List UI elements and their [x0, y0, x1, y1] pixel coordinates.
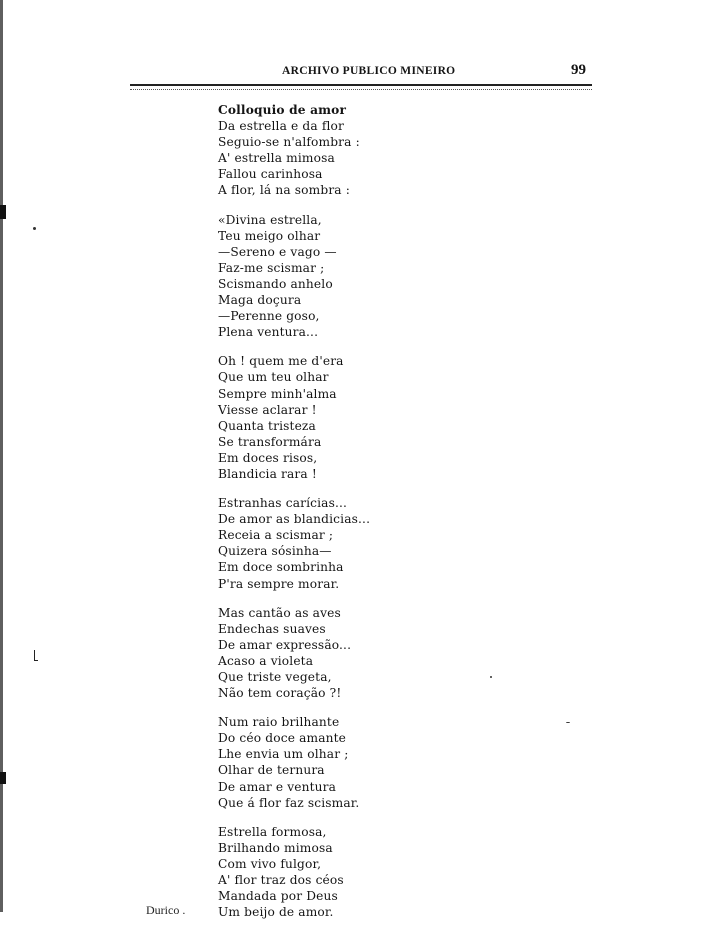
poem-line: A' flor traz dos céos — [218, 873, 344, 888]
poem-line: —Sereno e vago — — [218, 244, 337, 259]
poem-line: Mas cantão as aves — [218, 605, 341, 620]
paper-speck — [566, 722, 570, 723]
poem-line: Endechas suaves — [218, 621, 326, 636]
paper-speck — [490, 676, 492, 678]
stanza — [218, 605, 458, 702]
poem-line: Um beijo de amor. — [218, 905, 334, 920]
stanza — [218, 212, 458, 341]
poem-line: Receia a scismar ; — [218, 528, 334, 543]
stanza — [218, 353, 458, 482]
page-edge-mark — [0, 205, 6, 219]
poem-line: Quizera sósinha— — [218, 544, 332, 559]
poem-line: A' estrella mimosa — [218, 151, 335, 166]
poem-line: Estrella formosa, — [218, 824, 327, 839]
poem-line: Seguio-se n'alfombra : — [218, 135, 360, 150]
poem-line: Em doce sombrinha — [218, 560, 344, 575]
poem-line: Quanta tristeza — [218, 418, 316, 433]
margin-tick-mark-base — [34, 660, 38, 661]
poem-line: Plena ventura... — [218, 325, 319, 340]
poem-line: Sempre minh'alma — [218, 386, 337, 401]
poem-line: Do céo doce amante — [218, 731, 347, 746]
poem-line: Lhe envia um olhar ; — [218, 747, 349, 762]
poem-line: Viesse aclarar ! — [218, 402, 317, 417]
poem-line: A flor, lá na sombra : — [218, 183, 351, 198]
poem-line: Olhar de ternura — [218, 763, 325, 778]
poem-line: Que á flor faz scismar. — [218, 795, 360, 810]
stanza — [218, 824, 458, 921]
paper-speck — [33, 227, 36, 230]
poem-line: Maga doçura — [218, 293, 302, 308]
header-rule-dotted — [130, 89, 592, 90]
header-rule — [130, 84, 592, 86]
poem-line: —Perenne goso, — [218, 309, 320, 324]
poem-line: Não tem coração ?! — [218, 686, 342, 701]
journal-title: ARCHIVO PUBLICO MINEIRO — [282, 65, 456, 77]
poem-body — [218, 102, 458, 933]
poem-line: Brilhando mimosa — [218, 840, 333, 855]
page-number: 99 — [571, 62, 586, 78]
poem-line: Fallou carinhosa — [218, 167, 323, 182]
page-edge-mark — [0, 772, 6, 784]
running-header — [130, 62, 592, 82]
poem-line: Em doces risos, — [218, 450, 318, 465]
poem-line: De amor as blandicias... — [218, 512, 371, 527]
poem-line: «Divina estrella, — [218, 212, 322, 227]
poem-line: P'ra sempre morar. — [218, 576, 340, 591]
next-page-fragment: Durico . — [146, 903, 186, 917]
poem-line: Que triste vegeta, — [218, 670, 332, 684]
stanza — [218, 102, 458, 199]
poem-line: Acaso a violeta — [218, 653, 314, 668]
poem-line: Num raio brilhante — [218, 715, 340, 730]
poem-line: Colloquio de amor — [218, 103, 347, 117]
poem-line: Estranhas carícias... — [218, 496, 348, 511]
poem-line: Com vivo fulgor, — [218, 856, 322, 871]
poem-line: Da estrella e da flor — [218, 119, 345, 134]
poem-line: Faz-me scismar ; — [218, 260, 325, 275]
stanza — [218, 495, 458, 592]
poem-line: Scismando anhelo — [218, 276, 333, 291]
poem-line: Se transformára — [218, 434, 322, 449]
poem-line: Mandada por Deus — [218, 889, 338, 904]
poem-line: De amar e ventura — [218, 779, 337, 794]
poem-line: Teu meigo olhar — [218, 228, 321, 243]
poem-line: Que um teu olhar — [218, 370, 329, 385]
poem-line: De amar expressão... — [218, 637, 352, 652]
stanza — [218, 714, 458, 811]
poem-line: Oh ! quem me d'era — [218, 354, 344, 369]
poem-line: Blandicia rara ! — [218, 466, 317, 481]
